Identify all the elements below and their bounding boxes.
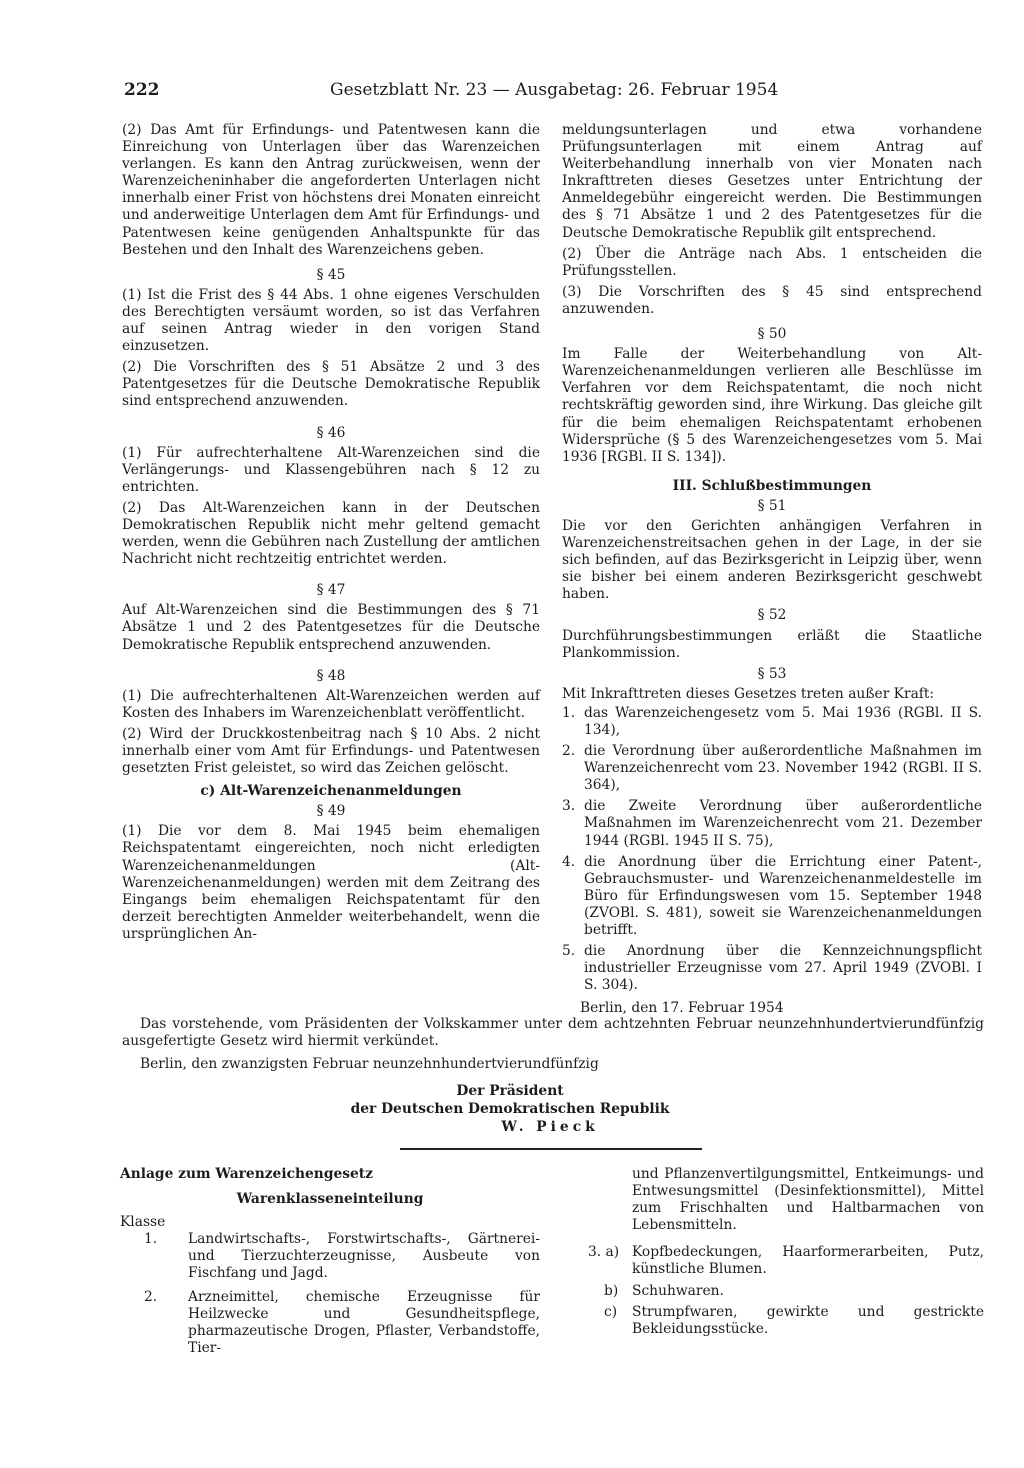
section-heading: § 53 [757, 665, 787, 682]
signature-name: W. Pieck [501, 1119, 599, 1135]
klasse-item [120, 1231, 540, 1282]
klasse-item [120, 1289, 540, 1357]
paragraph: Durchführungsbestimmungen erläßt die Staatliche Plankommission. [562, 627, 982, 661]
section-heading: § 49 [316, 803, 346, 820]
paragraph: Mit Inkrafttreten dieses Gesetzes treten außer Kraft: [562, 685, 935, 702]
klasse-continuation [582, 1166, 984, 1234]
paragraph: (1) Die vor dem 8. Mai 1945 beim ehemaligen Reichspatentamt eingereichten, noch nicht erledigten Warenzeichenanmeldungen (Alt-Warenzeichenanmeldungen) werden mit dem Zeitrang des Eingangs beim ehemaligen Reichspatentamt für den derzeit berechtigten Anmelder weiterbehandelt, wenn die ursprünglichen An- [122, 823, 540, 942]
klasse-text: Arzneimittel, chemische Erzeugnisse für Heilzwecke und Gesundheitspflege, pharmazeutische Drogen, Pflaster, Verbandstoffe, Tier- [188, 1288, 540, 1356]
list-number: 5. [562, 943, 576, 960]
list-number: 2. [562, 743, 576, 760]
section-heading: § 50 [757, 326, 787, 343]
paragraph: (2) Die Vorschriften des § 51 Absätze 2 und 3 des Patentgesetzes für die Deutsche Demokratische Republik sind entsprechend anzuwenden. [122, 359, 540, 410]
klasse-number: b) [604, 1282, 619, 1299]
klasse-number: 3. a) [588, 1244, 620, 1261]
list-item [562, 854, 982, 939]
klasse-item [582, 1244, 984, 1278]
section-heading: § 46 [316, 424, 346, 441]
klasse-text: Kopfbedeckungen, Haarformerarbeiten, Putz, künstliche Blumen. [632, 1244, 984, 1278]
annex-subtitle: Warenklasseneinteilung [236, 1191, 424, 1208]
divider-rule [400, 1148, 702, 1150]
list-number: 1. [562, 704, 576, 721]
paragraph: meldungsunterlagen und etwa vorhandene Prüfungsunterlagen mit einem Antrag auf Weiterbehandlung innerhalb von vier Monaten nach Inkrafttreten dieses Gesetzes unter Entrichtung der Anmeldegebühr eingereicht werden. Die Bestimmungen des § 71 Absätze 1 und 2 des Patentgesetzes für die Deutsche Demokratische Republik gilt entsprechend. [562, 122, 982, 241]
left-column [122, 122, 540, 947]
list-number: 4. [562, 853, 576, 870]
klasse-item [582, 1304, 984, 1338]
paragraph: (1) Ist die Frist des § 44 Abs. 1 ohne eigenes Verschulden des Berechtigten versäumt worden, so ist das Verfahren auf seinen Antrag wieder in den vorigen Stand einzusetzen. [122, 286, 540, 355]
paragraph: (2) Das Alt-Warenzeichen kann in der Deutschen Demokratischen Republik nicht mehr geltend gemacht werden, wenn die Gebühren nach Zustellung der amtlichen Nachricht nicht rechtzeitig entrichtet werden. [122, 499, 540, 568]
klasse-number: 2. [144, 1288, 158, 1305]
section-heading: § 52 [757, 607, 787, 624]
klasse-number: 1. [144, 1231, 158, 1248]
klasse-text: Schuhwaren. [632, 1282, 724, 1299]
section-heading: § 47 [316, 582, 346, 599]
header-title: Gesetzblatt Nr. 23 — Ausgabetag: 26. Februar 1954 [330, 80, 779, 100]
right-column [562, 122, 982, 1018]
signature-title-2: der Deutschen Demokratischen Republik [350, 1101, 670, 1117]
list-text: die Zweite Verordnung über außerordentliche Maßnahmen im Warenzeichenrecht vom 21. Dezember 1944 (RGBl. 1945 II S. 75), [584, 798, 982, 849]
paragraph: Im Falle der Weiterbehandlung von Alt-Warenzeichenanmeldungen verlieren alle Beschlüsse im Verfahren vor dem Reichspatentamt, die noch nicht rechtskräftig geworden sind, ihre Wirkung. Das gleiche gilt für die beim ehemaligen Reichspatentamt erhobenen Widersprüche (§ 5 des Warenzeichengesetzes vom 5. Mai 1936 [RGBl. II S. 134]). [562, 346, 982, 465]
klasse-text: Landwirtschafts-, Forstwirtschafts-, Gärtnerei- und Tierzuchterzeugnisse, Ausbeute von Fischfang und Jagd. [188, 1231, 540, 1282]
part-heading: III. Schlußbestimmungen [672, 477, 872, 494]
klasse-text: Strumpfwaren, gewirkte und gestrickte Bekleidungsstücke. [632, 1303, 984, 1337]
list-text: die Anordnung über die Errichtung einer Patent-, Gebrauchsmuster- und Warenzeichenanmeldestelle im Büro für Erfindungswesen vom 15. September 1948 (ZVOBl. S. 481), soweit sie Warenzeichenanmeldungen betrifft. [584, 853, 982, 939]
signature-title-1: Der Präsident [456, 1083, 564, 1099]
annex-title: Anlage zum Warenzeichengesetz [120, 1166, 373, 1182]
list-item [562, 705, 982, 739]
promulgation-date: Berlin, den zwanzigsten Februar neunzehnhundertvierundfünfzig [140, 1056, 599, 1073]
list-text: das Warenzeichengesetz vom 5. Mai 1936 (RGBl. II S. 134), [584, 704, 982, 738]
annex-left-column [120, 1166, 540, 1363]
paragraph: (1) Die aufrechterhaltenen Alt-Warenzeichen werden auf Kosten des Inhabers im Warenzeichenblatt veröffentlicht. [122, 687, 540, 721]
list-number: 3. [562, 798, 576, 815]
list-text: die Anordnung über die Kennzeichnungspflicht industrieller Erzeugnisse vom 27. April 1949 (ZVOBl. I S. 304). [584, 943, 982, 994]
section-heading: § 48 [316, 667, 346, 684]
section-heading: § 51 [757, 497, 787, 514]
promulgation-text: Das vorstehende, vom Präsidenten der Volkskammer unter dem achtzehnten Februar neunzehnhundertvierundfünfzig ausgefertigte Gesetz wird hiermit verkündet. [122, 1016, 984, 1050]
annex-right-column [582, 1166, 984, 1342]
klasse-number: c) [604, 1303, 618, 1320]
page-header [124, 80, 984, 106]
subsection-heading: c) Alt-Warenzeichenanmeldungen [200, 783, 462, 800]
promulgation-block [122, 1016, 984, 1079]
section-heading: § 45 [316, 266, 346, 283]
signing-date: Berlin, den 17. Februar 1954 [580, 1000, 784, 1017]
repeal-list [562, 705, 982, 995]
list-item [562, 798, 982, 849]
paragraph: (2) Über die Anträge nach Abs. 1 entscheiden die Prüfungsstellen. [562, 245, 982, 279]
paragraph: Die vor den Gerichten anhängigen Verfahren in Warenzeichenstreitsachen gehen in der Lage, in der sie sich befinden, auf das Bezirksgericht in Leipzig über, wenn sie bisher bei einem anderen Bezirksgericht geschwebt haben. [562, 517, 982, 603]
paragraph: (2) Das Amt für Erfindungs- und Patentwesen kann die Einreichung von Unterlagen über das Warenzeichen verlangen. Es kann den Antrag zurückweisen, wenn der Warenzeicheninhaber die angeforderten Unterlagen nicht innerhalb einer Frist von höchstens drei Monaten einreicht und anderweitige Unterlagen dem Amt für Erfindungs- und Patentwesen keine genügenden Anhaltspunkte für das Bestehen und den Inhalt des Warenzeichens geben. [122, 122, 540, 258]
paragraph: (1) Für aufrechterhaltene Alt-Warenzeichen sind die Verlängerungs- und Klassengebühren nach § 12 zu entrichten. [122, 444, 540, 495]
page-number: 222 [124, 80, 160, 100]
list-item [562, 743, 982, 794]
klasse-label: Klasse [120, 1214, 166, 1231]
paragraph: (2) Wird der Druckkostenbeitrag nach § 10 Abs. 2 nicht innerhalb einer vom Amt für Erfindungs- und Patentwesen gesetzten Frist geleistet, so wird das Zeichen gelöscht. [122, 725, 540, 777]
list-item [562, 943, 982, 994]
klasse-item [582, 1283, 984, 1300]
paragraph: Auf Alt-Warenzeichen sind die Bestimmungen des § 71 Absätze 1 und 2 des Patentgesetzes für die Deutsche Demokratische Republik entsprechend anzuwenden. [122, 602, 540, 653]
list-text: die Verordnung über außerordentliche Maßnahmen im Warenzeichenrecht vom 23. November 1942 (RGBl. II S. 364), [584, 743, 982, 794]
klasse-text: und Pflanzenvertilgungsmittel, Entkeimungs- und Entwesungsmittel (Desinfektionsmittel), Mittel zum Frischhalten und Haltbarmachen von Lebensmitteln. [632, 1166, 984, 1234]
paragraph: (3) Die Vorschriften des § 45 sind entsprechend anzuwenden. [562, 283, 982, 317]
